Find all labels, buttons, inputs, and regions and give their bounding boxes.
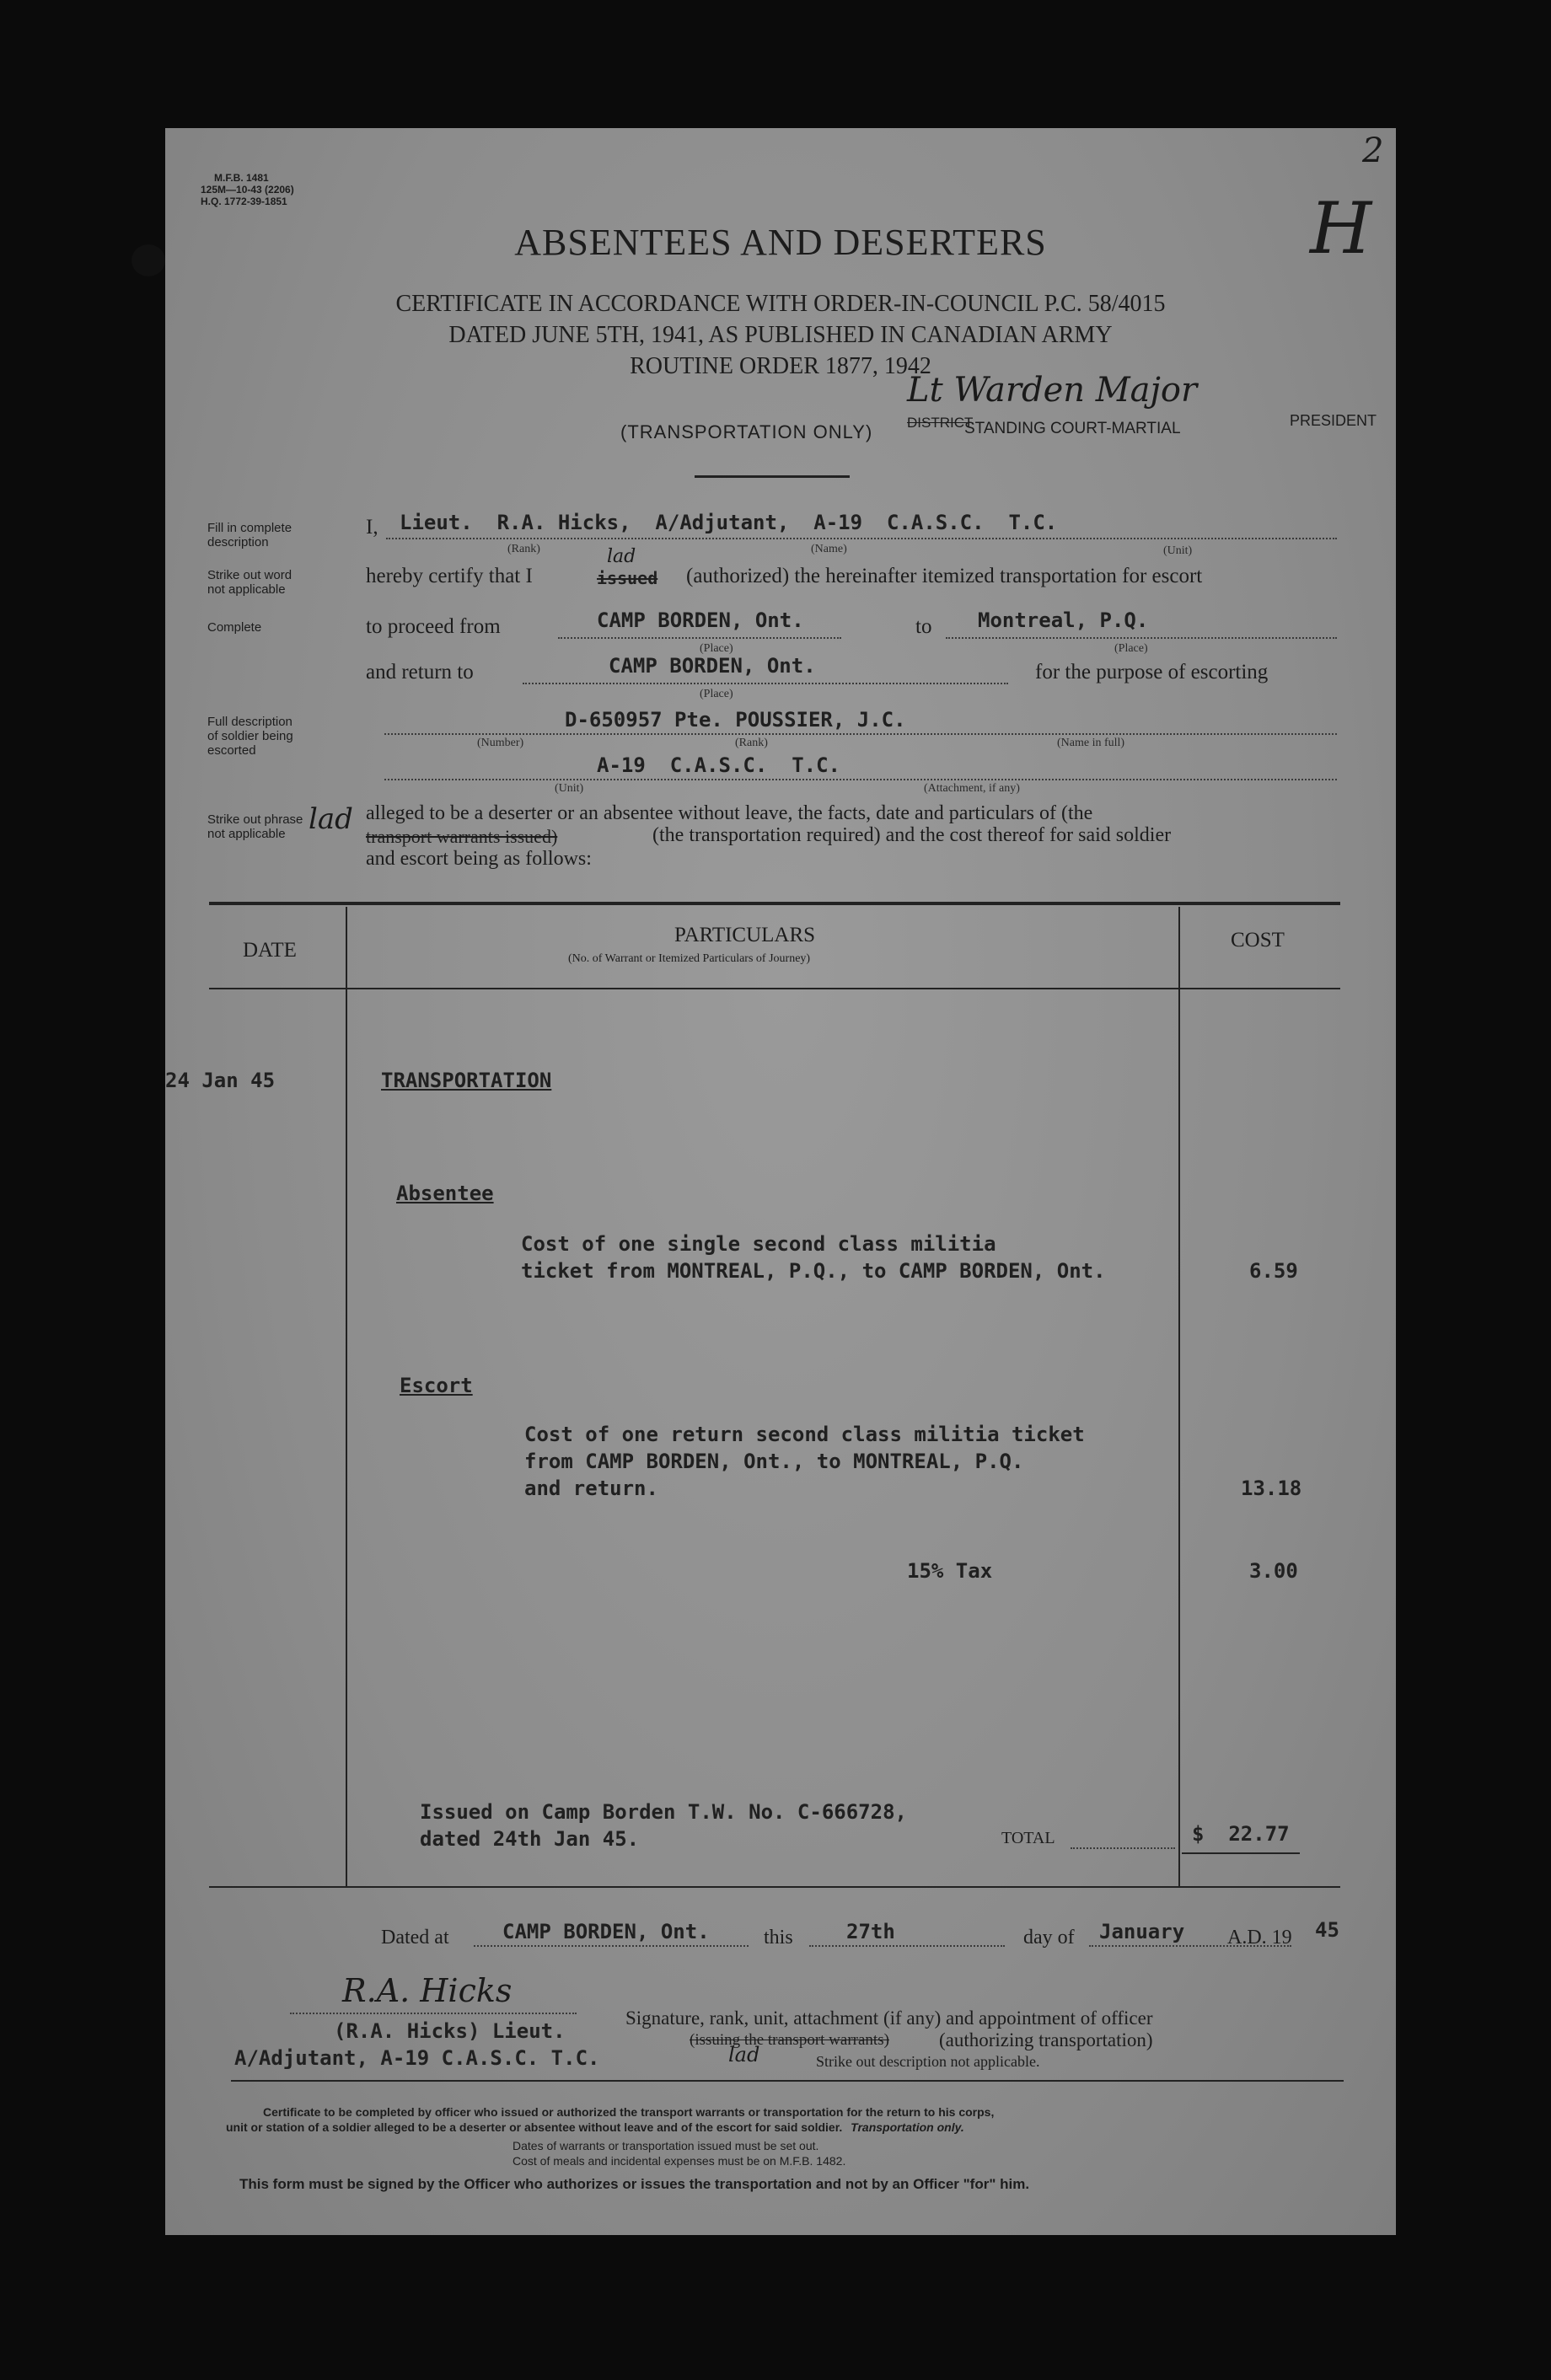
president-label: PRESIDENT <box>1290 412 1377 429</box>
struck-transport: transport warrants issued) <box>366 826 558 847</box>
absentee-line: Cost of one single second class militia <box>521 1232 996 1256</box>
soldier-line: D-650957 Pte. POUSSIER, J.C. <box>565 708 906 732</box>
fill-line <box>1071 1847 1175 1849</box>
footer-line2 <box>226 2120 964 2134</box>
note-line: Strike out phrase <box>207 812 303 827</box>
typed-appointment: A/Adjutant, A-19 C.A.S.C. T.C. <box>234 2046 600 2070</box>
note-line: of soldier being <box>207 729 293 743</box>
header-particulars-sub: (No. of Warrant or Itemized Particulars of Journey) <box>568 952 811 965</box>
from-place: CAMP BORDEN, Ont. <box>597 608 804 632</box>
signature-line <box>290 2013 577 2014</box>
caption-number: (Number) <box>477 737 524 749</box>
fill-line <box>946 637 1337 639</box>
dated-year: 45 <box>1315 1918 1339 1942</box>
table-divider <box>346 907 347 1886</box>
caption-place: (Place) <box>1114 642 1148 655</box>
table-divider <box>1178 907 1180 1886</box>
header-cost: COST <box>1231 929 1285 951</box>
form-code: 125M—10-43 (2206) <box>201 184 294 196</box>
officer-signature: R.A. Hicks <box>342 1972 513 2009</box>
row-date: 24 Jan 45 <box>165 1069 276 1092</box>
margin-note-strike-phrase <box>207 812 303 841</box>
transportation-heading: TRANSPORTATION <box>381 1069 552 1092</box>
absentee-cost: 6.59 <box>1249 1259 1298 1283</box>
subtitle <box>165 288 1396 382</box>
total-value: $ 22.77 <box>1192 1822 1290 1846</box>
footer-line: Cost of meals and incidental expenses must be on M.F.B. 1482. <box>513 2154 846 2168</box>
dated-month: January <box>1099 1920 1185 1943</box>
line2-post: (the transportation required) and the cost thereof for said soldier <box>652 824 1172 846</box>
footer-line: Dates of warrants or transportation issued must be set out. <box>513 2139 819 2152</box>
approval-signature: Lt Warden Major <box>907 371 1198 410</box>
fill-line <box>384 733 1337 735</box>
footer-line: This form must be signed by the Officer who authorizes or issues the transportation and not by an Officer "for" him. <box>239 2176 1030 2192</box>
issued-line: dated 24th Jan 45. <box>420 1827 640 1851</box>
form-codes <box>201 172 294 207</box>
escort-line: from CAMP BORDEN, Ont., to MONTREAL, P.Q. <box>524 1450 1024 1473</box>
subtitle-line: DATED JUNE 5TH, 1941, AS PUBLISHED IN CANADIAN ARMY <box>448 322 1113 348</box>
cert-rank-name-unit: Lieut. R.A. Hicks, A/Adjutant, A-19 C.A.S.C. T.C. <box>400 511 1058 534</box>
footer-emph: Transportation only. <box>851 2120 964 2134</box>
sig-caption-struck: (issuing the transport warrants) <box>690 2031 889 2049</box>
document-page <box>165 128 1396 2235</box>
phrase-initials: lad <box>309 802 353 836</box>
caption-name-full: (Name in full) <box>1057 737 1125 749</box>
struck-district: DISTRICT <box>907 415 974 431</box>
sig-caption: Signature, rank, unit, attachment (if any) and appointment of officer <box>625 2007 1153 2029</box>
escort-heading: Escort <box>400 1374 473 1397</box>
dated-place: CAMP BORDEN, Ont. <box>502 1920 710 1943</box>
struck-issued: issued <box>597 568 658 588</box>
day-of-label: day of <box>1023 1927 1075 1948</box>
margin-note-strike-word <box>207 568 292 597</box>
punch-hole <box>131 244 165 276</box>
total-label: TOTAL <box>1001 1829 1055 1847</box>
document-title: ABSENTEES AND DESERTERS <box>514 222 1047 263</box>
purpose-label: for the purpose of escorting <box>1035 661 1269 683</box>
caption-place: (Place) <box>700 642 733 655</box>
caption-name: (Name) <box>811 543 847 555</box>
issued-line: Issued on Camp Borden T.W. No. C-666728, <box>420 1800 907 1824</box>
dated-day: 27th <box>846 1920 895 1943</box>
note-line: not applicable <box>207 827 286 841</box>
note-line: Fill in complete <box>207 521 292 535</box>
return-place: CAMP BORDEN, Ont. <box>609 654 816 678</box>
to-label: to <box>915 615 932 638</box>
note-line: Strike out word <box>207 568 292 582</box>
fill-line <box>386 538 1337 539</box>
footer-rule <box>231 2080 1344 2082</box>
tax-cost: 3.00 <box>1249 1559 1298 1583</box>
table-bottom-rule <box>209 1886 1340 1888</box>
initials-mark: lad <box>607 546 636 567</box>
escort-line: Cost of one return second class militia ticket <box>524 1423 1085 1446</box>
note-line: Complete <box>207 620 262 635</box>
this-label: this <box>764 1927 793 1948</box>
dated-at-label: Dated at <box>381 1927 449 1948</box>
absentee-line: ticket from MONTREAL, P.Q., to CAMP BORDEN, Ont. <box>521 1259 1106 1283</box>
margin-note-complete <box>207 620 261 635</box>
sig-initials: lad <box>728 2043 760 2066</box>
caption-place: (Place) <box>700 688 733 700</box>
court-martial: STANDING COURT-MARTIAL <box>964 420 1181 437</box>
subtitle-line: CERTIFICATE IN ACCORDANCE WITH ORDER-IN-COUNCIL P.C. 58/4015 <box>395 291 1166 317</box>
caption-rank: (Rank) <box>507 543 540 555</box>
title-rule <box>695 475 850 478</box>
sig-caption: Strike out description not applicable. <box>816 2053 1040 2070</box>
table-top-rule <box>209 902 1340 905</box>
total-underline <box>1182 1852 1300 1854</box>
escort-cost: 13.18 <box>1241 1477 1302 1500</box>
caption-unit: (Unit) <box>1163 544 1193 557</box>
header-date: DATE <box>243 939 297 962</box>
note-line: escorted <box>207 743 256 758</box>
note-line: not applicable <box>207 582 286 597</box>
certify-pre: hereby certify that I <box>366 565 533 587</box>
subtitle-line: ROUTINE ORDER 1877, 1942 <box>630 353 931 379</box>
fill-line <box>809 1945 1005 1947</box>
to-place: Montreal, P.Q. <box>978 608 1149 632</box>
alleged-line: alleged to be a deserter or an absentee without leave, the facts, date and particulars of (the <box>366 802 1093 824</box>
proceed-from-label: to proceed from <box>366 615 501 638</box>
header-particulars: PARTICULARS <box>674 924 816 946</box>
fill-line <box>558 637 841 639</box>
cert-i: I, <box>366 516 378 539</box>
note-line: description <box>207 535 269 549</box>
note-line: Full description <box>207 715 292 729</box>
form-code: M.F.B. 1481 <box>214 172 269 184</box>
ad-label: A.D. 19 <box>1227 1927 1292 1948</box>
return-to-label: and return to <box>366 661 474 683</box>
margin-note-fill <box>207 521 292 549</box>
caption-attachment: (Attachment, if any) <box>924 782 1020 795</box>
absentee-heading: Absentee <box>396 1182 494 1205</box>
form-code: H.Q. 1772-39-1851 <box>201 196 287 207</box>
corner-number: 2 <box>1362 131 1384 170</box>
caption-rank: (Rank) <box>735 737 768 749</box>
sig-caption: (authorizing transportation) <box>939 2029 1153 2050</box>
fill-line <box>474 1945 749 1947</box>
caption-unit: (Unit) <box>555 782 584 795</box>
tax-label: 15% Tax <box>907 1559 993 1583</box>
margin-note-full-desc <box>207 715 293 758</box>
table-header-rule <box>209 988 1340 989</box>
footer-line: unit or station of a soldier alleged to be a deserter or absentee without leave and of the escort for said soldier. <box>226 2120 843 2134</box>
corner-letter: H <box>1310 187 1372 270</box>
certify-post: (authorized) the hereinafter itemized transportation for escort <box>686 565 1203 587</box>
transportation-only: (TRANSPORTATION ONLY) <box>620 421 873 442</box>
escort-line: and return. <box>524 1477 658 1500</box>
fill-line <box>523 683 1008 684</box>
line3: and escort being as follows: <box>366 848 592 870</box>
fill-line <box>384 779 1337 780</box>
typed-name: (R.A. Hicks) Lieut. <box>334 2019 566 2043</box>
soldier-unit: A-19 C.A.S.C. T.C. <box>597 753 840 777</box>
footer-line: Certificate to be completed by officer who issued or authorized the transport warrants or transportation for the return to his corps, <box>263 2105 995 2119</box>
